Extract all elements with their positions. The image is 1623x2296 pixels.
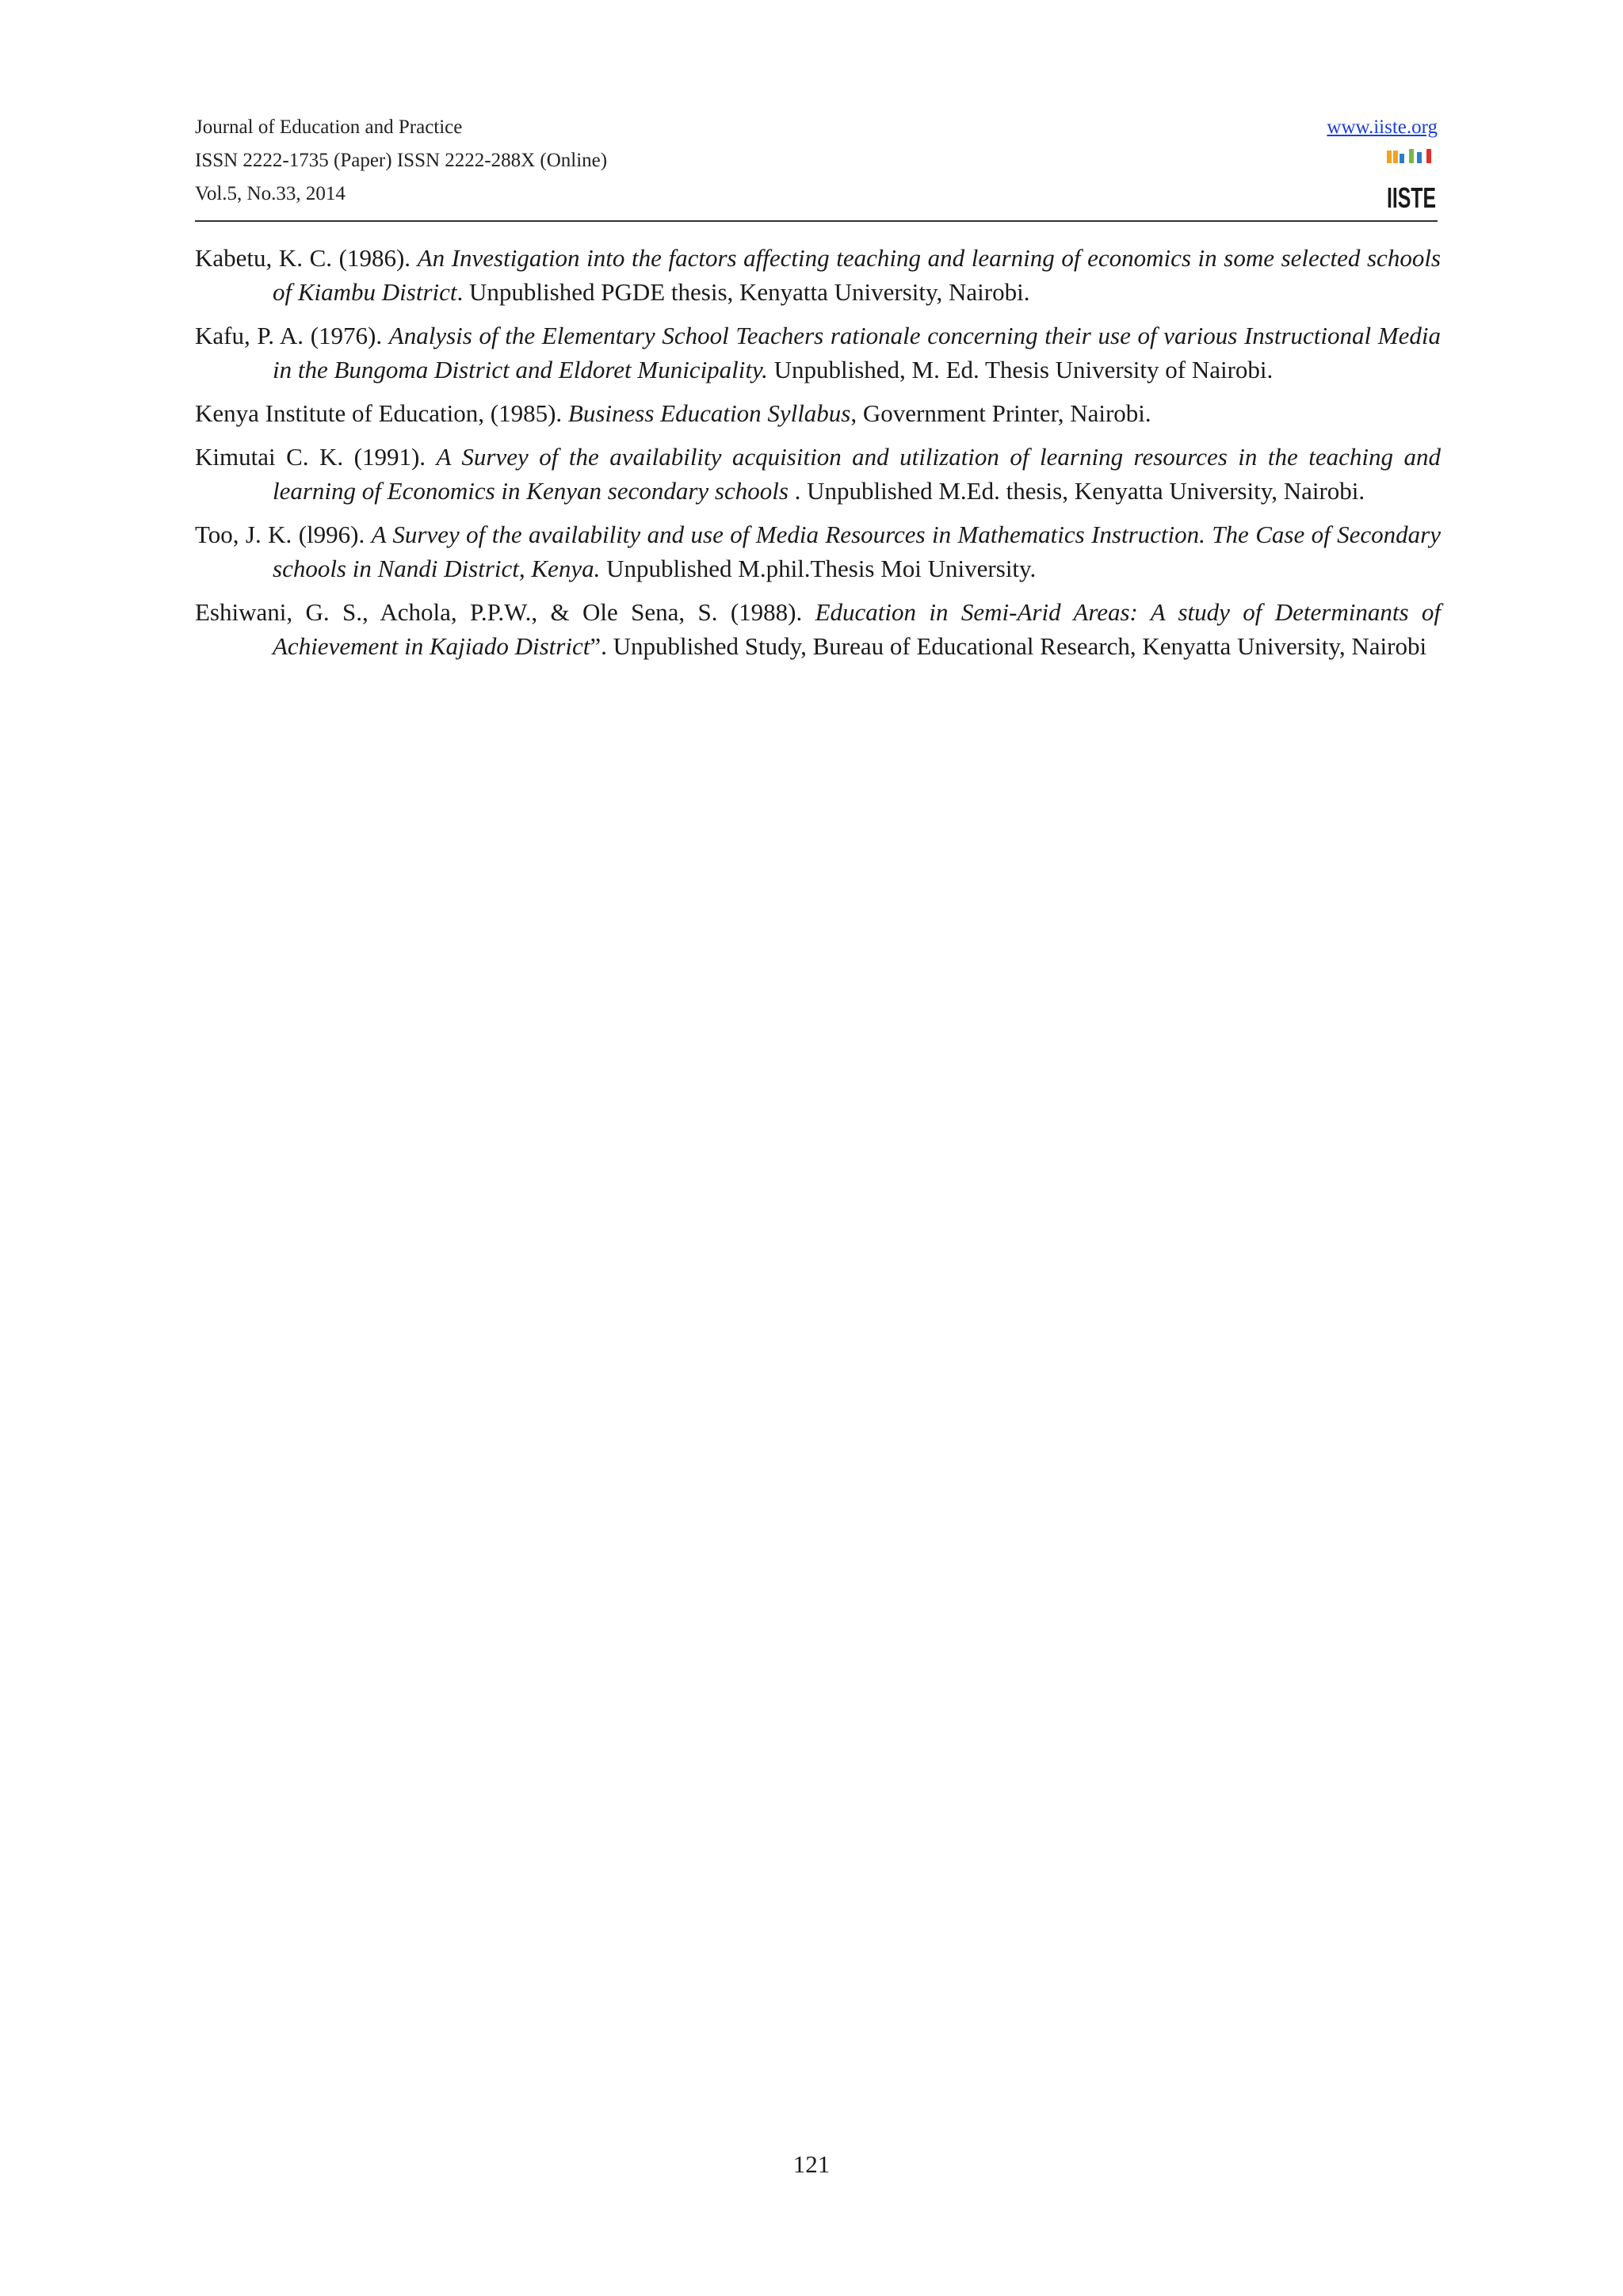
journal-name: Journal of Education and Practice [195, 116, 463, 138]
journal-issn: ISSN 2222-1735 (Paper) ISSN 2222-288X (Online) [195, 150, 608, 171]
reference-item: Eshiwani, G. S., Achola, P.P.W., & Ole Sena, S. (1988). Education in Semi-Arid Areas: A study of Determinants of Achievement in Kajiado District”. Unpublished Study, Bureau of Educational Research, Kenyatta University, Nairobi [195, 598, 1441, 660]
journal-volume: Vol.5, No.33, 2014 [195, 183, 346, 204]
website-link[interactable]: www.iiste.org [1327, 116, 1438, 138]
page-header [195, 111, 1438, 222]
journal-meta [195, 111, 607, 211]
reference-item: Kenya Institute of Education, (1985). Business Education Syllabus, Government Printer, Nairobi. [195, 399, 1151, 427]
reference-item: Kabetu, K. C. (1986). An Investigation into the factors affecting teaching and learning of economics in some selected schools of Kiambu District. Unpublished PGDE thesis, Kenyatta University, Nairobi. [195, 244, 1441, 306]
reference-item: Kafu, P. A. (1976). Analysis of the Elementary School Teachers rationale concerning their use of various Instructional Media in the Bungoma District and Eldoret Municipality. Unpublished, M. Ed. Thesis University of Nairobi. [195, 322, 1441, 383]
reference-list [195, 241, 1441, 673]
iiste-logo [1385, 147, 1438, 215]
page-number: 121 [792, 2150, 831, 2178]
reference-item: Kimutai C. K. (1991). A Survey of the availability acquisition and utilization of learning resources in the teaching and learning of Economics in Kenyan secondary schools . Unpublished M.Ed. thesis, Kenyatta University, Nairobi. [195, 443, 1441, 505]
logo-text: IISTE [1387, 181, 1436, 214]
reference-item: Too, J. K. (l996). A Survey of the availability and use of Media Resources in Mathematics Instruction. The Case of Secondary schools in Nandi District, Kenya. Unpublished M.phil.Thesis Moi University. [195, 521, 1441, 582]
